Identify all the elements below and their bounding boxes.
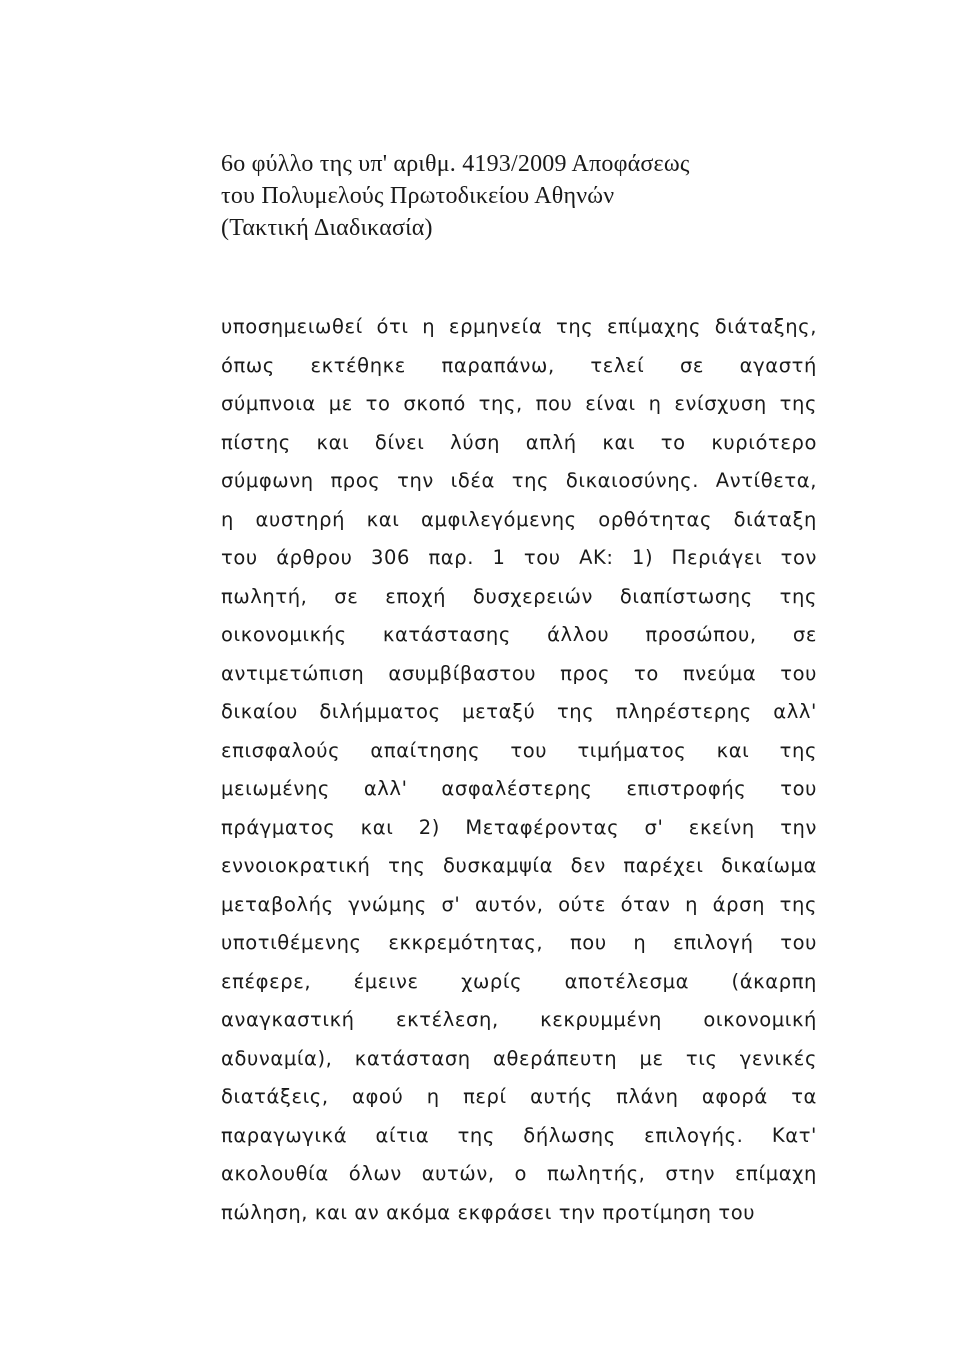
body-line: αδυναμία), κατάσταση αθεράπευτη με τις γενικές [221, 1046, 817, 1070]
body-line: διατάξεις, αφού η περί αυτής πλάνη αφορά τα [221, 1085, 817, 1108]
body-line: οικονομικής κατάστασης άλλου προσώπου, σε [221, 623, 817, 646]
page-header [221, 148, 821, 244]
body-line: η αυστηρή και αμφιλεγόμενης ορθότητας διάταξη [221, 507, 817, 531]
body-line: πωλητή, σε εποχή δυσχερειών διαπίστωσης της [221, 584, 817, 608]
body-line: αναγκαστική εκτέλεση, κεκρυμμένη οικονομική [221, 1008, 817, 1031]
body-line: μειωμένης αλλ' ασφαλέστερης επιστροφής του [221, 777, 817, 800]
body-line: ακολουθία όλων αυτών, ο πωλητής, στην επίμαχη [221, 1162, 817, 1185]
body-line: σύμφωνη προς την ιδέα της δικαιοσύνης. Αντίθετα, [221, 469, 817, 492]
body-line: επισφαλούς απαίτησης του τιμήματος και της [221, 738, 817, 762]
body-line: δικαίου διλήμματος μεταξύ της πληρέστερης αλλ' [221, 700, 817, 723]
body-line: μεταβολής γνώμης σ' αυτόν, ούτε όταν η άρση της [221, 892, 817, 916]
body-line: αντιμετώπιση ασυμβίβαστου προς το πνεύμα του [221, 661, 817, 685]
body-line: υποτιθέμενης εκκρεμότητας, που η επιλογή του [221, 931, 817, 954]
body-line: σύμπνοια με το σκοπό της, που είναι η ενίσχυση της [221, 392, 817, 415]
body-line: επέφερε, έμεινε χωρίς αποτέλεσμα (άκαρπη [221, 969, 817, 993]
body-line: πράγματος και 2) Μεταφέροντας σ' εκείνη την [221, 815, 817, 839]
body-line: υποσημειωθεί ότι η ερμηνεία της επίμαχης διάταξης, [221, 315, 817, 338]
body-line: πίστης και δίνει λύση απλή και το κυριότερο [221, 430, 817, 454]
body-line: εννοιοκρατική της δυσκαμψία δεν παρέχει δικαίωμα [221, 854, 817, 877]
body-line: του άρθρου 306 παρ. 1 του ΑΚ: 1) Περιάγει τον [221, 546, 817, 569]
body-line: πώληση, και αν ακόμα εκφράσει την προτίμηση του [221, 1200, 756, 1224]
header-line-sheet-number: 6ο φύλλο της υπ' αριθμ. 4193/2009 Αποφάσεως [221, 151, 690, 177]
header-line-court: του Πολυμελούς Πρωτοδικείου Αθηνών [221, 183, 615, 209]
body-paragraph [221, 308, 817, 1232]
body-line: όπως εκτέθηκε παραπάνω, τελεί σε αγαστή [221, 353, 817, 377]
body-line: παραγωγικά αίτια της δήλωσης επιλογής. Κατ' [221, 1123, 817, 1147]
header-line-procedure: (Τακτική Διαδικασία) [221, 215, 433, 241]
